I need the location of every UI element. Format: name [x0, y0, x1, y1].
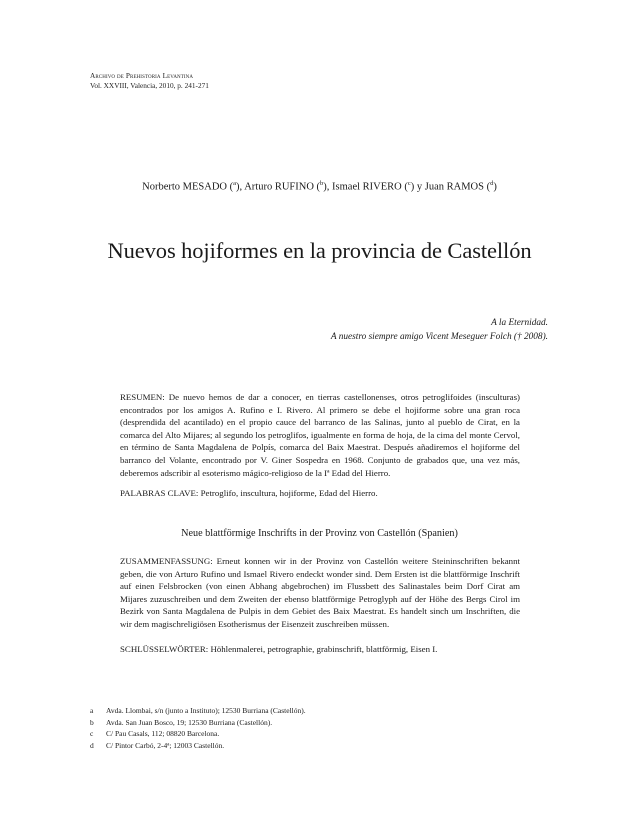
dedication: [331, 316, 548, 344]
footnote-item: [90, 717, 306, 729]
author-separator: ,: [326, 181, 333, 193]
author-separator: y: [414, 181, 425, 193]
author-ref: b: [320, 180, 324, 187]
abstract-spanish: RESUMEN: De nuevo hemos de dar a conocer, en tierras castellonenses, otros petroglifoides (insculturas) encontrados por los amigos A. Rufino e I. Rivero. Al primero se debe el hojiforme sobre una gran roca (desprendida del acantilado) en el propio cauce del barranco de las Salinas, junto al pueblo de Cirat, en la comarca del Alto Mijares; al segundo los petroglifos, igualmente en forma de hoja, de la cima del monte Cervol, en término de Santa Magdalena de Polpís, comarca del Baix Maestrat. Después añadiremos el hojiforme del barranco del Volante, encontrado por V. Giner Sospedra en 1968. Conjunto de grabados que, una vez más, deberemos adscribir al esoterismo mágico-religioso de la Iª Edad del Hierro.: [120, 392, 520, 478]
footnote-item: [90, 705, 306, 717]
author-ref: d: [490, 180, 494, 187]
author-name: Norberto MESADO: [142, 181, 228, 193]
keywords-spanish: PALABRAS CLAVE: Petroglifo, inscultura, hojiforme, Edad del Hierro.: [120, 488, 378, 498]
footnote-text: C/ Pintor Carbó, 2-4ª; 12003 Castellón.: [106, 740, 225, 750]
author-ref: a: [233, 180, 237, 187]
author-name: Arturo RUFINO: [244, 181, 314, 193]
german-title: Neue blattförmige Inschrifts in der Provinz von Castellón (Spanien): [181, 528, 458, 539]
footnote-text: Avda. Llombai, s/n (junto a Instituto); 12530 Burriana (Castellón).: [106, 706, 306, 715]
footnote-text: C/ Pau Casals, 112; 08820 Barcelona.: [106, 729, 220, 738]
footnotes: [90, 705, 306, 751]
author-name: Juan RAMOS: [424, 181, 484, 193]
journal-header: [90, 71, 209, 91]
author-name: Ismael RIVERO: [332, 181, 402, 193]
paper-title: Nuevos hojiformes en la provincia de Castellón: [107, 238, 532, 263]
footnote-letter: b: [90, 717, 94, 727]
footnote-item: [90, 740, 306, 752]
dedication-line-2: A nuestro siempre amigo Vicent Meseguer Folch († 2008).: [330, 332, 548, 342]
dedication-line-1: A la Eternidad.: [491, 318, 548, 328]
keywords-german: SCHLÜSSELWÖRTER: Höhlenmalerei, petrographie, grabinschrift, blattförmig, Eisen I.: [120, 644, 438, 654]
author-separator: ,: [239, 181, 245, 193]
authors-line: Norberto MESADO ($^a$), Arturo RUFINO ($^b$), Ismael RIVERO ($^c$) y Juan RAMOS ($^d$): [142, 180, 497, 193]
author-ref: c: [407, 180, 411, 187]
journal-name: Archivo de Prehistoria Levantina: [90, 71, 194, 80]
footnote-item: [90, 728, 306, 740]
footnote-letter: d: [90, 740, 94, 750]
abstract-german: ZUSAMMENFASSUNG: Erneut konnen wir in der Provinz von Castellón weitere Steininschriften bekannt geben, die von Arturo Rufino und Ismael Rivero endeckt wonder sind. Dem Ersten ist die blattförmige Inschrift auf einen Felsbrocken (von einen Abhang abgebrochen) im Flussbett des Salinastales beim Dorf Cirat am Mijares zuzuschreiben und dem Zweiten der ebenso blattförmige Petroglyph auf der Höhe des Bergs Cirol im Bezirk von Santa Magdalena de Pulpis in dem Gebiet des Baix Maestrat. Es handelt sinch um Inschriften, die wir dem magischreligiösen Esotherismus der Eisenzeit zuschreiben müssen.: [120, 556, 520, 629]
journal-volume: Vol. XXVIII, Valencia, 2010, p. 241-271: [90, 81, 209, 90]
footnote-letter: c: [90, 729, 94, 738]
footnote-letter: a: [90, 706, 94, 715]
footnote-text: Avda. San Juan Bosco, 19; 12530 Burriana (Castellón).: [106, 717, 273, 727]
